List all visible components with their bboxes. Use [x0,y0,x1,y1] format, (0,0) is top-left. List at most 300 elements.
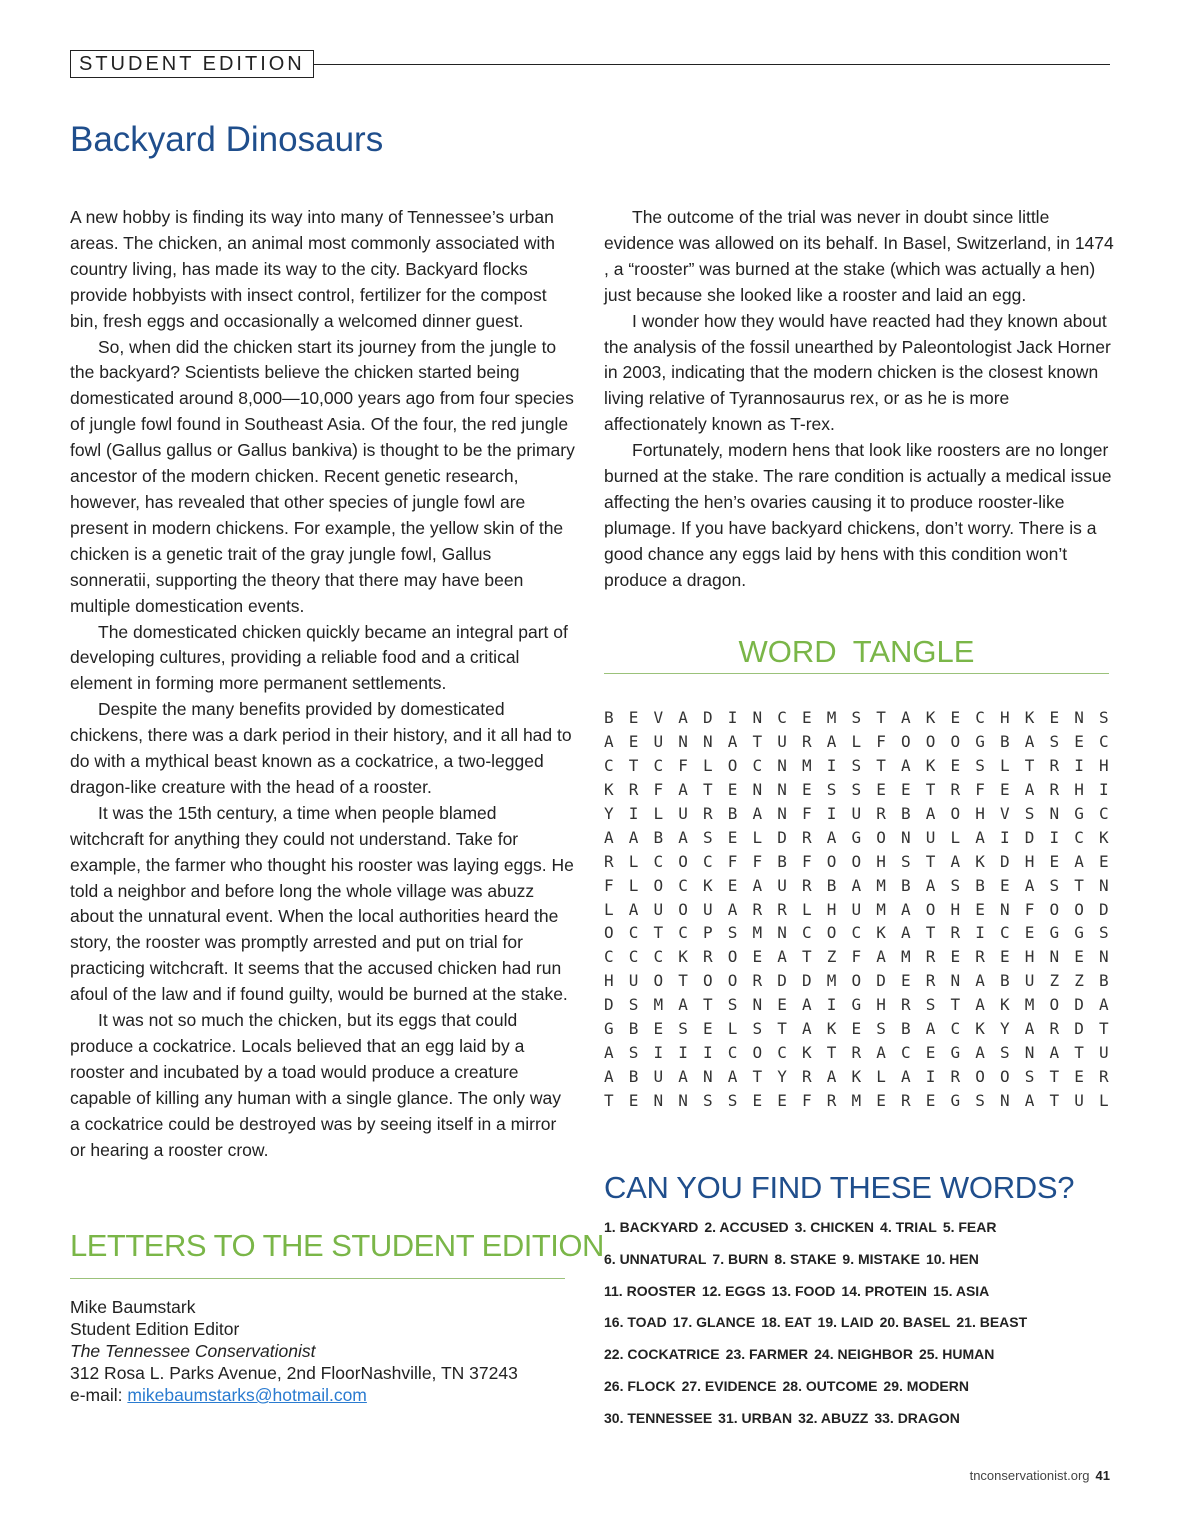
grid-letter: N [703,731,713,751]
word-item: 27. EVIDENCE [681,1377,777,1394]
grid-letter: R [876,803,886,823]
grid-row [604,850,1124,874]
grid-letter: R [703,803,713,823]
grid-letter: U [678,803,688,823]
grid-letter: G [851,827,862,847]
grid-row [604,1041,1124,1065]
grid-letter: U [653,899,664,919]
grid-letter: A [628,827,639,847]
grid-letter: A [604,827,614,847]
grid-letter: B [653,827,664,847]
grid-letter: U [653,1067,664,1087]
grid-letter: N [1099,947,1109,967]
grid-letter: C [727,1043,738,1063]
grid-letter: T [826,1043,837,1063]
grid-letter: O [975,1067,985,1087]
grid-letter: M [1024,995,1035,1015]
email-label: e-mail: [70,1385,123,1405]
grid-letter: C [950,1019,961,1039]
word-item: 17. GLANCE [672,1314,756,1331]
grid-letter: K [975,851,985,871]
email-link[interactable]: mikebaumstarks@hotmail.com [127,1385,367,1405]
grid-letter: O [653,971,664,991]
grid-letter: A [901,755,911,775]
grid-letter: S [851,708,862,727]
grid-letter: F [975,779,985,799]
grid-letter: R [703,947,713,967]
grid-letter: F [678,755,688,775]
grid-letter: E [1000,875,1010,895]
grid-letter: G [975,731,985,751]
word-item: 11. ROOSTER [604,1282,696,1299]
grid-letter: S [678,1019,688,1039]
grid-letter: R [752,971,763,991]
grid-letter: E [1099,851,1109,871]
grid-letter: S [752,1019,763,1039]
grid-letter: E [876,1091,886,1110]
grid-letter: O [727,755,738,775]
grid-letter: O [1049,995,1060,1015]
grid-letter: R [925,947,936,967]
grid-letter: A [678,827,688,847]
grid-letter: A [950,851,961,871]
letters-heading: LETTERS TO THE STUDENT EDITION [70,1228,604,1263]
grid-letter: D [1074,1019,1084,1039]
grid-letter: E [925,1091,936,1110]
grid-letter: C [678,875,688,895]
article-paragraph: A new hobby is finding its way into many of Tennessee’s urban areas. The chicken, an animal most commonly associated with country living, has made its way to the city. Backyard flocks provide hobbyists with insect control, fertilizer for the compost bin, fresh eggs and occasionally a welcomed dinner guest. [70,207,556,331]
grid-letter: M [876,899,886,919]
grid-letter: E [752,1091,763,1110]
grid-letter: D [1074,995,1084,1015]
grid-letter: A [727,731,738,751]
grid-letter: S [1000,1043,1010,1063]
grid-letter: F [653,779,664,799]
grid-letter: A [604,1067,614,1087]
grid-letter: D [802,971,812,991]
grid-letter: A [727,1067,738,1087]
grid-letter: K [678,947,688,967]
grid-letter: U [1024,971,1035,991]
grid-letter: S [727,923,738,943]
grid-letter: N [901,827,911,847]
grid-letter: C [975,708,985,727]
grid-letter: M [851,1091,862,1110]
grid-letter: T [703,779,713,799]
grid-letter: C [703,851,713,871]
grid-letter: A [678,779,688,799]
word-list-line [604,1216,1033,1248]
grid-letter: T [1074,1043,1084,1063]
word-item: 5. FEAR [942,1219,997,1235]
word-item: 15. ASIA [933,1282,990,1299]
grid-letter: S [727,995,738,1015]
editor-role: Student Edition Editor [70,1319,240,1339]
section-header [70,50,1110,80]
grid-letter: T [925,779,936,799]
page-footer [970,1468,1110,1483]
grid-letter: L [1099,1091,1109,1110]
grid-letter: A [901,923,911,943]
grid-letter: E [1024,923,1035,943]
grid-letter: B [901,803,911,823]
grid-letter: C [604,947,614,967]
word-item: 7. BURN [712,1250,769,1267]
grid-letter: A [1049,1043,1060,1063]
grid-letter: T [1099,1019,1109,1039]
grid-letter: E [1049,708,1060,727]
grid-letter: L [851,731,862,751]
grid-letter: R [826,1091,837,1110]
grid-letter: N [777,755,787,775]
grid-letter: A [925,875,936,895]
grid-letter: F [851,947,862,967]
grid-letter: O [851,851,862,871]
grid-letter: H [876,851,886,871]
grid-letter: M [802,755,812,775]
grid-letter: O [950,803,961,823]
grid-letter: T [1074,875,1084,895]
grid-letter: E [1000,947,1010,967]
grid-letter: A [826,731,837,751]
grid-letter: L [727,1019,738,1039]
grid-letter: O [826,851,837,871]
grid-letter: E [727,827,738,847]
grid-letter: E [950,708,961,727]
grid-letter: E [802,708,812,727]
grid-letter: T [1049,1067,1060,1087]
word-item: 23. FARMER [725,1346,809,1363]
grid-letter: E [1074,947,1084,967]
grid-letter: K [604,779,614,799]
word-list-line [604,1343,1033,1375]
grid-letter: T [876,708,886,727]
grid-letter: P [703,923,713,943]
grid-letter: A [628,899,639,919]
grid-letter: A [752,875,763,895]
grid-letter: G [950,1043,961,1063]
grid-letter: T [925,851,936,871]
grid-letter: R [604,851,614,871]
word-item: 2. ACCUSED [704,1219,789,1235]
grid-letter: U [653,731,664,751]
grid-letter: N [950,971,961,991]
word-item: 18. EAT [761,1314,812,1331]
grid-letter: L [950,827,961,847]
grid-letter: A [901,708,911,727]
word-item: 31. URBAN [718,1409,793,1426]
grid-letter: K [703,875,713,895]
grid-letter: Z [1074,971,1084,991]
grid-letter: A [975,971,985,991]
grid-letter: H [1024,947,1035,967]
grid-letter: F [802,851,812,871]
grid-letter: I [826,755,837,775]
grid-letter: L [628,875,639,895]
grid-letter: U [777,731,787,751]
grid-letter: S [975,1091,985,1110]
grid-letter: S [901,851,911,871]
grid-letter: Z [1049,971,1060,991]
grid-letter: A [901,899,911,919]
grid-row [604,898,1124,922]
grid-letter: A [678,1067,688,1087]
word-item: 26. FLOCK [604,1377,676,1394]
grid-letter: A [876,947,886,967]
grid-letter: A [678,995,688,1015]
grid-letter: O [1074,899,1084,919]
grid-row [604,706,1124,730]
grid-letter: Z [826,947,837,967]
word-item: 25. HUMAN [918,1346,995,1363]
grid-letter: M [752,923,763,943]
grid-letter: R [851,1043,862,1063]
word-list-line [604,1248,1033,1280]
grid-letter: A [1024,875,1035,895]
grid-letter: E [752,947,763,967]
grid-letter: A [802,995,812,1015]
grid-letter: N [1049,947,1060,967]
grid-letter: D [777,827,787,847]
grid-letter: O [1000,1067,1010,1087]
article-paragraph: Despite the many benefits provided by domesticated chickens, there was a dark period in their history, and it all had to do with a mythical beast known as a cockatrice, a two-legged dragon-like creature with the head of a rooster. [70,699,572,797]
article-paragraph: The outcome of the trial was never in doubt since little evidence was allowed on its behalf. In Basel, Switzerland, in 1474 , a “rooster” was burned at the stake (which was actually a hen) just because she looked like a rooster and laid an egg. [604,207,1114,305]
grid-letter: I [826,803,837,823]
grid-letter: K [925,708,936,727]
grid-letter: E [1074,1067,1084,1087]
grid-letter: E [628,1091,639,1110]
grid-letter: U [1099,1043,1109,1063]
grid-letter: S [1024,1067,1035,1087]
grid-letter: R [802,875,812,895]
grid-letter: I [653,1043,664,1063]
grid-letter: R [802,731,812,751]
word-search-grid [604,706,1124,1113]
grid-letter: T [950,995,961,1015]
grid-letter: S [1024,803,1035,823]
grid-letter: B [1000,971,1010,991]
grid-letter: L [1000,755,1010,775]
grid-letter: A [604,1043,614,1063]
grid-letter: A [925,803,936,823]
grid-letter: L [653,803,664,823]
grid-letter: U [925,827,936,847]
grid-letter: N [1049,803,1060,823]
grid-letter: E [777,1091,787,1110]
grid-letter: T [1024,755,1035,775]
grid-letter: A [851,875,862,895]
grid-letter: T [876,755,886,775]
grid-letter: R [950,923,961,943]
grid-letter: S [1099,923,1109,943]
grid-letter: C [752,755,763,775]
grid-letter: M [826,708,837,727]
grid-letter: S [876,1019,886,1039]
grid-letter: C [777,1043,787,1063]
grid-letter: A [826,827,837,847]
word-item: 24. NEIGHBOR [814,1346,913,1363]
grid-letter: B [826,875,837,895]
grid-letter: O [678,851,688,871]
grid-letter: L [604,899,614,919]
grid-letter: H [1099,755,1109,775]
grid-letter: K [925,755,936,775]
word-item: 29. MODERN [883,1377,969,1394]
grid-letter: T [752,731,763,751]
grid-letter: H [975,803,985,823]
grid-letter: L [876,1067,886,1087]
grid-letter: C [1074,827,1084,847]
footer-site: tnconservationist.org [969,1468,1090,1483]
publication-name: The Tennessee Conservationist [70,1341,316,1361]
grid-letter: N [777,923,787,943]
grid-row [604,993,1124,1017]
grid-letter: E [628,731,639,751]
grid-letter: F [727,851,738,871]
grid-letter: S [703,827,713,847]
grid-letter: K [826,1019,837,1039]
grid-letter: O [1049,899,1060,919]
word-item: 13. FOOD [771,1282,836,1299]
grid-letter: T [628,755,639,775]
grid-letter: T [653,923,664,943]
grid-letter: R [752,899,763,919]
grid-letter: R [628,779,639,799]
grid-letter: F [876,731,886,751]
grid-letter: S [727,1091,738,1110]
grid-letter: E [703,1019,713,1039]
grid-letter: E [653,1019,664,1039]
grid-letter: D [604,995,614,1015]
grid-letter: M [901,947,911,967]
grid-letter: R [1049,779,1060,799]
word-item: 14. PROTEIN [841,1282,928,1299]
grid-letter: A [777,947,787,967]
grid-letter: A [1099,995,1109,1015]
email-line [70,1384,518,1406]
mailing-address: 312 Rosa L. Parks Avenue, 2nd FloorNashville, TN 37243 [70,1363,518,1383]
grid-letter: K [802,1043,812,1063]
grid-letter: K [975,1019,985,1039]
grid-letter: E [1000,779,1010,799]
grid-letter: R [802,827,812,847]
grid-letter: K [1000,995,1010,1015]
grid-row [604,730,1124,754]
grid-letter: A [975,827,985,847]
grid-letter: R [1049,1019,1060,1039]
word-tangle-heading: WORD TANGLE [738,634,975,669]
grid-letter: I [1074,755,1084,775]
grid-row [604,1017,1124,1041]
article-paragraph: Fortunately, modern hens that look like roosters are no longer burned at the stake. The rare condition is actually a medical issue affecting the hen’s ovaries causing it to produce rooster-like plumage. If you have backyard chickens, don’t worry. There is a good chance any eggs laid by hens with this condition won’t produce a dragon. [604,440,1112,590]
grid-letter: N [653,1091,664,1110]
grid-letter: C [604,755,614,775]
grid-letter: T [1049,1091,1060,1110]
word-item: 9. MISTAKE [842,1250,920,1267]
grid-letter: R [901,995,911,1015]
grid-letter: A [925,1019,936,1039]
grid-letter: E [901,971,911,991]
word-list-line [604,1375,1033,1407]
grid-letter: C [851,923,862,943]
word-list-line [604,1280,1033,1312]
grid-letter: B [727,803,738,823]
grid-letter: I [1000,827,1010,847]
grid-letter: C [653,851,664,871]
grid-letter: I [826,995,837,1015]
grid-letter: E [876,779,886,799]
grid-letter: C [1099,731,1109,751]
grid-letter: E [727,779,738,799]
grid-letter: O [604,923,614,943]
grid-letter: N [1000,899,1010,919]
grid-letter: R [950,779,961,799]
grid-letter: A [1074,851,1084,871]
grid-letter: T [703,995,713,1015]
letters-rule [70,1278,565,1279]
grid-letter: L [703,755,713,775]
article-title: Backyard Dinosaurs [70,120,384,159]
editor-name: Mike Baumstark [70,1297,196,1317]
letters-contact [70,1296,518,1406]
grid-letter: V [653,708,664,727]
grid-letter: A [678,708,688,727]
word-item: 30. TENNESSEE [604,1409,713,1426]
grid-letter: H [1024,851,1035,871]
article-left-column [70,205,575,1164]
grid-letter: U [851,803,862,823]
grid-letter: O [653,875,664,895]
word-item: 4. TRIAL [880,1219,937,1235]
grid-letter: L [628,851,639,871]
grid-letter: R [975,947,985,967]
grid-letter: E [950,755,961,775]
grid-letter: I [925,1067,936,1087]
grid-row [604,802,1124,826]
grid-letter: E [628,708,639,727]
word-item: 21. BEAST [956,1314,1028,1331]
word-item: 10. HEN [925,1250,979,1267]
grid-letter: A [826,1067,837,1087]
grid-letter: S [1049,731,1060,751]
word-item: 19. LAID [817,1314,874,1331]
grid-letter: O [727,947,738,967]
grid-letter: K [1099,827,1109,847]
grid-letter: I [1049,827,1060,847]
grid-letter: A [975,1043,985,1063]
grid-letter: A [1024,1091,1035,1110]
grid-letter: S [1099,708,1109,727]
grid-letter: G [950,1091,961,1110]
grid-letter: B [975,875,985,895]
article-right-column [604,205,1114,594]
grid-letter: B [1000,731,1010,751]
grid-letter: T [752,1067,763,1087]
grid-letter: R [777,899,787,919]
grid-letter: T [925,923,936,943]
grid-letter: G [604,1019,614,1039]
grid-letter: U [851,899,862,919]
grid-letter: S [703,1091,713,1110]
grid-letter: A [752,803,763,823]
grid-letter: C [628,947,639,967]
grid-letter: B [604,708,614,727]
word-item: 12. EGGS [701,1282,766,1299]
grid-letter: T [777,1019,787,1039]
grid-letter: R [1049,755,1060,775]
grid-letter: A [1024,779,1035,799]
grid-letter: R [901,1091,911,1110]
